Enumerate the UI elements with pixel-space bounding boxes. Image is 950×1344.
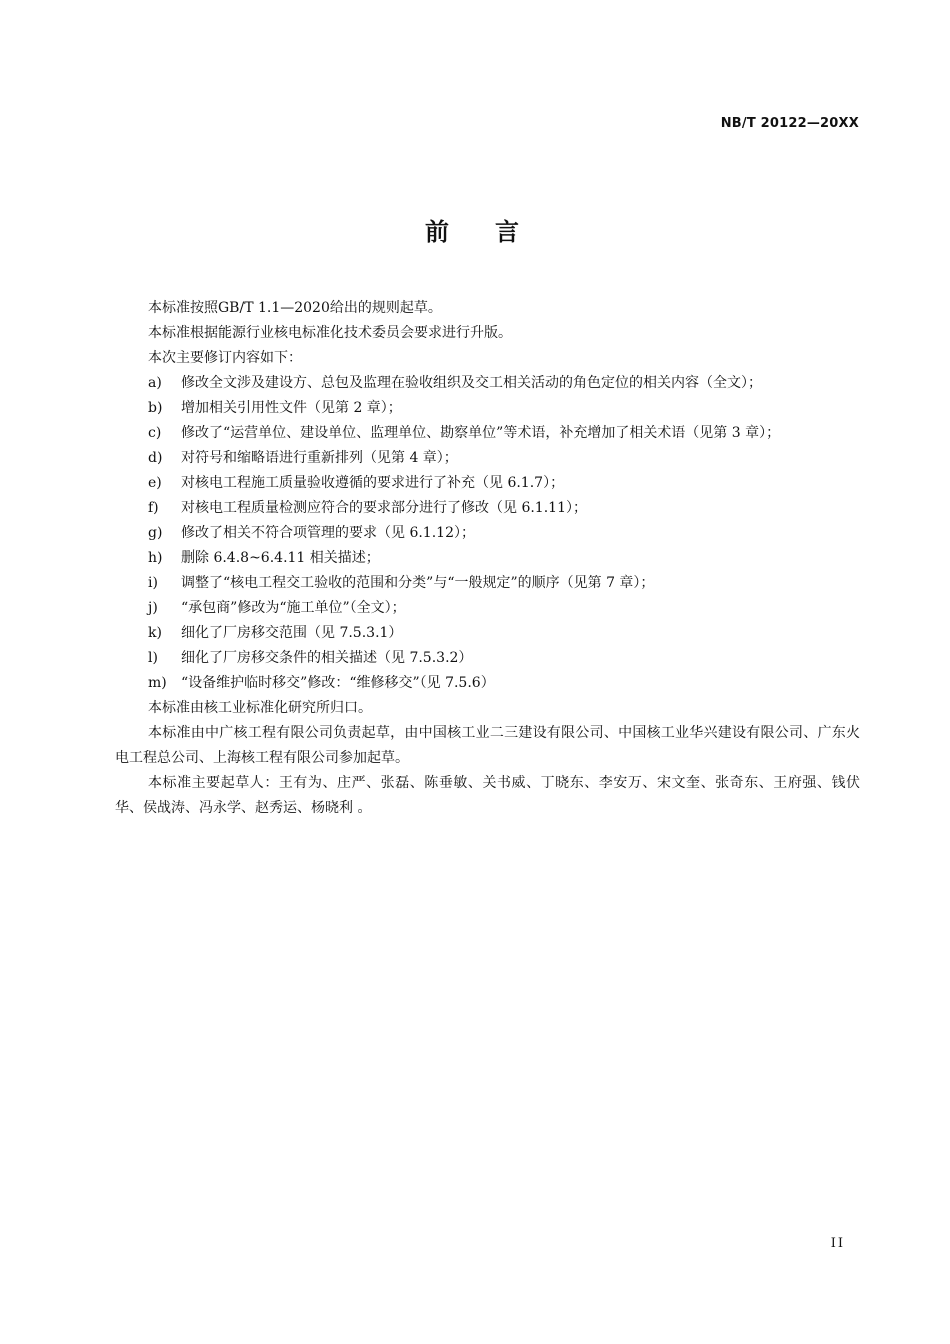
list-item-text: “承包商”修改为“施工单位”（全文）；: [181, 600, 406, 616]
closing-paragraph: 本标准由中广核工程有限公司负责起草，由中国核工业二三建设有限公司、中国核工业华兴建设有限公司、广东火电工程总公司、上海核工程有限公司参加起草。: [115, 725, 860, 766]
list-item-text: 删除 6.4.8~6.4.11 相关描述；: [181, 550, 380, 566]
intro-paragraph: 本标准根据能源行业核电标准化技术委员会要求进行升版。: [148, 325, 512, 341]
list-item-text: 对核电工程施工质量验收遵循的要求进行了补充（见 6.1.7）；: [181, 475, 565, 491]
list-marker: i): [148, 575, 158, 591]
list-marker: g): [148, 525, 163, 541]
list-item-text: 细化了厂房移交条件的相关描述（见 7.5.3.2）: [181, 650, 473, 666]
list-item-text: 修改了相关不符合项管理的要求（见 6.1.12）；: [181, 525, 475, 541]
revision-list: [115, 371, 860, 696]
list-marker: c): [148, 425, 162, 441]
preface-body: [115, 296, 860, 821]
list-item: [115, 521, 860, 546]
list-item: [115, 621, 860, 646]
list-item-text: 细化了厂房移交范围（见 7.5.3.1）: [181, 625, 403, 641]
list-marker: f): [148, 500, 159, 516]
list-item-text: 对核电工程质量检测应符合的要求部分进行了修改（见 6.1.11）；: [181, 500, 587, 516]
list-marker: d): [148, 450, 163, 466]
standard-code: NB/T 20122—20XX: [720, 116, 859, 131]
intro-paragraph: 本次主要修订内容如下：: [148, 350, 302, 366]
list-marker: j): [148, 600, 158, 616]
list-item: [115, 596, 860, 621]
page-number: II: [830, 1236, 845, 1251]
list-item: [115, 396, 860, 421]
list-item: [115, 546, 860, 571]
list-marker: b): [148, 400, 163, 416]
page-title: 前言: [425, 218, 565, 246]
closing-paragraph: 本标准主要起草人：王有为、庄严、张磊、陈垂敏、关书威、丁晓东、李安万、宋文奎、张奇东、王府强、钱伏华、侯战涛、冯永学、赵秀运、杨晓利 。: [115, 775, 860, 816]
list-item: [115, 421, 860, 446]
list-item: [115, 646, 860, 671]
list-item-text: 调整了“核电工程交工验收的范围和分类”与“一般规定”的顺序（见第 7 章）；: [181, 575, 655, 591]
list-item: [115, 571, 860, 596]
list-item-text: 修改了“运营单位、建设单位、监理单位、勘察单位”等术语，补充增加了相关术语（见第 3 章）；: [181, 425, 781, 441]
list-marker: a): [148, 375, 162, 391]
list-item: [115, 671, 860, 696]
list-item: [115, 446, 860, 471]
list-item: [115, 496, 860, 521]
intro-paragraph: 本标准按照GB/T 1.1—2020给出的规则起草。: [148, 300, 442, 316]
list-marker: l): [148, 650, 158, 666]
list-item-text: 增加相关引用性文件（见第 2 章）；: [181, 400, 402, 416]
list-item: [115, 371, 860, 396]
list-item-text: 对符号和缩略语进行重新排列（见第 4 章）；: [181, 450, 458, 466]
list-item-text: “设备维护临时移交”修改：“维修移交”（见 7.5.6）: [181, 675, 495, 691]
list-item-text: 修改全文涉及建设方、总包及监理在验收组织及交工相关活动的角色定位的相关内容（全文）；: [181, 375, 762, 391]
list-marker: k): [148, 625, 162, 641]
closing-paragraph: 本标准由核工业标准化研究所归口。: [148, 700, 372, 716]
list-marker: m): [148, 675, 167, 691]
list-marker: h): [148, 550, 163, 566]
list-item: [115, 471, 860, 496]
list-marker: e): [148, 475, 162, 491]
